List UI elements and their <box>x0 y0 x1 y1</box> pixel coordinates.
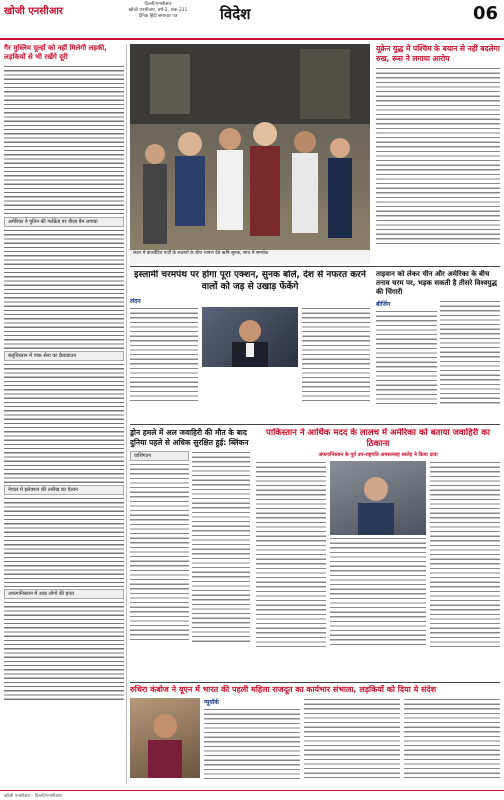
lead-photo <box>130 44 370 250</box>
article-body <box>192 451 251 645</box>
article-body <box>4 601 124 701</box>
lead-headline: इस्लामी चरमपंथ पर होगा पूरा एक्शन, सुनक बोले, देश से नफरत करने वालों को जड़ से उखाड़ फेंकेंगे <box>134 270 366 292</box>
drone-story <box>130 428 250 678</box>
article-body <box>130 463 189 643</box>
article-body <box>376 67 500 247</box>
section-title: विदेश <box>220 5 251 23</box>
article-body <box>256 461 326 647</box>
top-right-headline: यूक्रेन युद्ध में पश्चिम के बयान से नहीं बदलेगा रुख, रूस ने लगाया आरोप <box>376 44 500 63</box>
column-divider <box>126 44 127 784</box>
left-subhead: बलूचिस्तान में पाक सेना का क्रैकडाउन <box>4 351 124 361</box>
top-right-story <box>376 44 500 266</box>
article-body <box>330 537 426 647</box>
bottom-kicker: न्यूयॉर्क <box>204 699 219 706</box>
pakistan-story <box>256 428 500 678</box>
masthead-line: खोजी एनसीआर, वर्ष-2, अंक-231 <box>128 8 188 13</box>
article-body <box>430 461 500 647</box>
left-subhead: अमेरिका ने पुतिन की गर्लफ्रेंड पर वीज़ा बैन लगाया <box>4 217 124 227</box>
taiwan-kicker: बीजिंग <box>376 301 391 308</box>
taiwan-story <box>376 270 500 420</box>
person-illustration <box>202 307 298 367</box>
kamboj-photo <box>130 698 200 778</box>
drone-headline: ड्रोन हमले में अल जवाहिरी की मौत के बाद दुनिया पहले से अधिक सुरक्षित हुई: ब्लिंकन <box>130 428 249 447</box>
masthead-logo <box>4 3 88 17</box>
masthead-info <box>110 2 206 20</box>
page-number: 06 <box>472 3 498 24</box>
taiwan-headline: ताइवान को लेकर चीन और अमेरिका के बीच तनाव चरम पर, भड़क सकती है तीसरे विश्वयुद्ध की चिंगारी <box>376 270 497 296</box>
pakistan-kicker: अफगानिस्तान के पूर्व उप-राष्ट्रपति अमरुल्लाह सालेह ने किया दावा <box>318 452 438 458</box>
masthead-line: दैनिक हिंदी समाचार पत्र <box>138 14 178 19</box>
left-subhead: अफगानिस्तान में आठ लोगों की हत्या <box>4 589 124 599</box>
article-body <box>4 65 124 215</box>
article-body <box>4 229 124 349</box>
section-rule <box>130 266 500 267</box>
bottom-story <box>130 685 500 789</box>
left-headline: गैर मुस्लिम दूल्हों को नहीं मिलेगी लड़की, लड़कियों से भी रखेंगे दूरी <box>4 44 107 61</box>
article-body <box>130 307 198 401</box>
article-body <box>204 708 300 780</box>
photo-caption: लंदन में कंजर्वेटिव पार्टी के सदस्यों के बीच भाषण देते ऋषि सुनक, साथ में समर्थक <box>130 250 370 264</box>
crowd-illustration <box>130 44 370 250</box>
lead-story <box>130 270 370 420</box>
article-body <box>4 497 124 587</box>
article-body <box>304 698 400 778</box>
saleh-photo <box>330 461 426 535</box>
pakistan-headline: पाकिस्तान ने आर्थिक मदद के लालच में अमेरिका को बताया जवाहिरी का ठिकाना <box>266 428 490 449</box>
article-body <box>302 307 370 401</box>
lead-kicker: लंदन <box>130 298 141 305</box>
masthead <box>0 0 504 40</box>
bottom-headline: रुचिरा कंबोज ने यूएन में भारत की पहली महिला राजदूत का कार्यभार संभाला, लड़कियों को दिया ये संदेश <box>130 685 437 694</box>
person-illustration <box>130 698 200 778</box>
article-body <box>4 363 124 483</box>
section-rule <box>130 682 500 683</box>
person-illustration <box>330 461 422 535</box>
left-subhead: नेपाल में इलेक्शन की तारीख का ऐलान <box>4 485 124 495</box>
drone-kicker: वाशिंगटन <box>130 451 189 461</box>
masthead-line: दिल्ली/एनसीआर <box>144 2 172 7</box>
section-rule <box>130 424 500 425</box>
sunak-photo <box>202 307 298 367</box>
article-body <box>404 698 500 778</box>
article-body <box>376 310 437 406</box>
article-body <box>440 300 501 404</box>
page-footer: खोजी एनसीआर · दिल्ली/एनसीआर <box>0 790 504 800</box>
left-column <box>4 44 124 788</box>
newspaper-logo: खोजी एनसीआर <box>4 6 64 17</box>
